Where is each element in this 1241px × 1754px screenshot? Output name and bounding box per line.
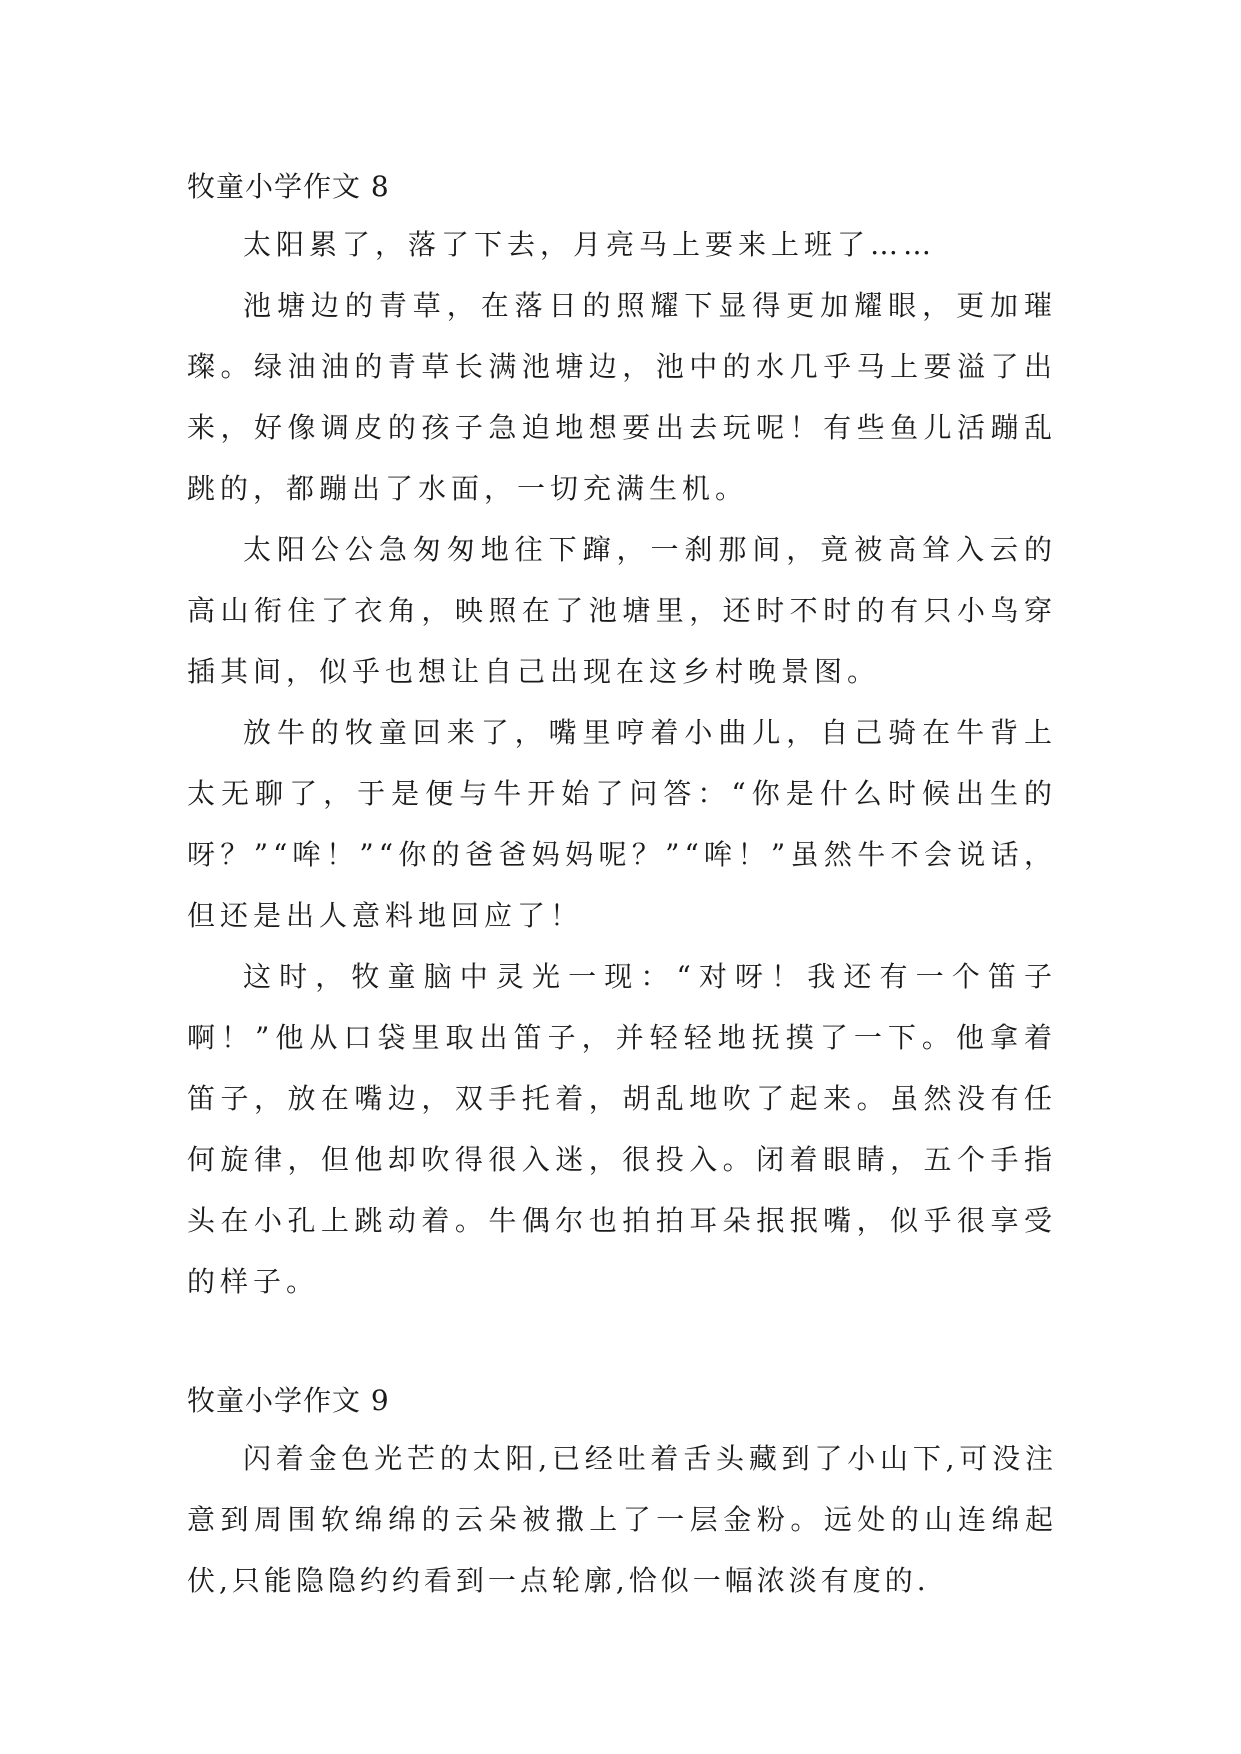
paragraph: 池塘边的青草，在落日的照耀下显得更加耀眼，更加璀璨。绿油油的青草长满池塘边，池中的水几乎马上要溢了出来，好像调皮的孩子急迫地想要出去玩呢！有些鱼儿活蹦乱跳的，都蹦出了水面，一切充满生机。 — [187, 289, 1057, 505]
paragraph: 这时，牧童脑中灵光一现：“对呀！我还有一个笛子啊！”他从口袋里取出笛子，并轻轻地抚摸了一下。他拿着笛子，放在嘴边，双手托着，胡乱地吹了起来。虽然没有任何旋律，但他却吹得很入迷，很投入。闭着眼睛，五个手指头在小孔上跳动着。牛偶尔也拍拍耳朵抿抿嘴，似乎很享受的样子。 — [187, 960, 1057, 1298]
essay-title: 牧童小学作文 8 — [187, 170, 390, 203]
paragraph: 太阳公公急匆匆地往下蹿，一刹那间，竟被高耸入云的高山衔住了衣角，映照在了池塘里，还时不时的有只小鸟穿插其间，似乎也想让自己出现在这乡村晚景图。 — [187, 533, 1057, 688]
essay-title: 牧童小学作文 9 — [187, 1384, 390, 1417]
section-spacer — [187, 1312, 1057, 1374]
paragraph: 闪着金色光芒的太阳,已经吐着舌头藏到了小山下,可没注意到周围软绵绵的云朵被撒上了一层金粉。远处的山连绵起伏,只能隐隐约约看到一点轮廓,恰似一幅浓淡有度的. — [187, 1442, 1057, 1597]
essay-section — [187, 1374, 1057, 1611]
document-body — [187, 160, 1057, 1611]
paragraph: 太阳累了，落了下去，月亮马上要来上班了…… — [243, 228, 937, 261]
essay-section — [187, 160, 1057, 1312]
paragraph: 放牛的牧童回来了，嘴里哼着小曲儿，自己骑在牛背上太无聊了，于是便与牛开始了问答：“你是什么时候出生的呀？”“哞！”“你的爸爸妈妈呢？”“哞！”虽然牛不会说话，但还是出人意料地回应了！ — [187, 716, 1057, 932]
